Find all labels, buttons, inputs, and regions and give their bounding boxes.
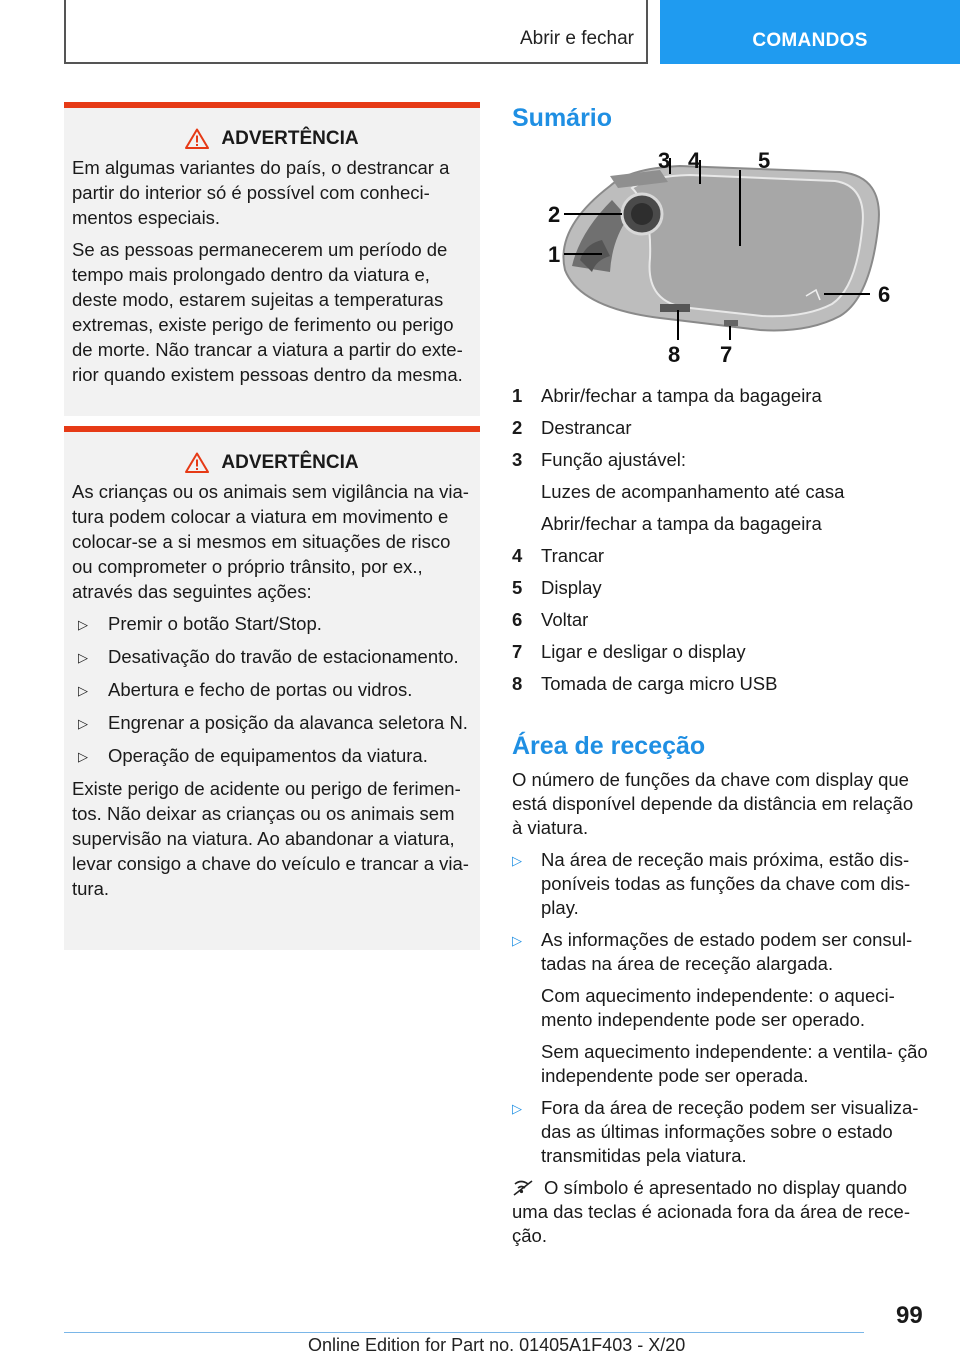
callout-number: 3 (658, 148, 671, 173)
legend-item (512, 380, 932, 412)
header-section-title: Abrir e fechar (519, 28, 634, 49)
legend-text: Destrancar (541, 417, 632, 438)
triangle-bullet-icon: ▷ (78, 617, 88, 632)
reception-intro: O número de funções da chave com display que está disponível depende da distância em relação à viatura. (512, 769, 914, 838)
list-item (78, 710, 472, 736)
triangle-bullet-icon: ▷ (512, 933, 522, 948)
triangle-bullet-icon: ▷ (78, 650, 88, 665)
header-section-box (64, 0, 648, 64)
list-subitem-text: Sem aquecimento independente: a ventila- ção independente pode ser operada. (541, 1041, 928, 1086)
legend-subitem: Luzes de acompanhamento até casa (541, 481, 845, 502)
warning-paragraph: Em algumas variantes do país, o destrancar a partir do interior só é possível com conheci- mentos especiais. (72, 157, 450, 228)
legend-number: 3 (512, 449, 523, 470)
legend-text: Tomada de carga micro USB (541, 673, 778, 694)
warning-title (72, 126, 472, 151)
list-item (512, 848, 928, 920)
warning-intro: As crianças ou os animais sem vigilância na via- tura podem colocar a viatura em movimento e colocar-se a si mesmos em situações de risco ou comprometer o próprio trânsito, por ex., através das seguintes ações: (72, 481, 469, 602)
legend-item (512, 540, 932, 572)
callout-number: 2 (548, 202, 561, 227)
legend-subitem: Abrir/fechar a tampa da bagageira (541, 513, 822, 534)
callout-number: 8 (668, 342, 681, 367)
callout-number: 5 (758, 148, 771, 173)
list-item-text: Na área de receção mais próxima, estão dis- poníveis todas as funções da chave com dis- play. (541, 849, 911, 918)
legend-text: Display (541, 577, 602, 598)
legend-text: Ligar e desligar o display (541, 641, 746, 662)
no-signal-icon (512, 1180, 538, 1196)
legend-number: 4 (512, 545, 523, 566)
symbol-note (512, 1176, 928, 1248)
warning-box-2 (64, 426, 480, 950)
list-item-text: Abertura e fecho de portas ou vidros. (108, 679, 413, 700)
legend-number: 1 (512, 385, 523, 406)
list-subitem-text: Com aquecimento independente: o aqueci- mento independente pode ser operado. (541, 985, 895, 1030)
list-item (78, 611, 472, 637)
legend-number: 8 (512, 673, 523, 694)
list-item-text: As informações de estado podem ser consul- tadas na área de receção alargada. (541, 929, 913, 974)
key-illustration (540, 148, 900, 370)
list-item-text: Premir o botão Start/Stop. (108, 613, 322, 634)
header-chapter-tab (660, 0, 960, 64)
list-item-text: Fora da área de receção podem ser visualiza- das as últimas informações sobre o estado transmitidas pela viatura. (541, 1097, 919, 1166)
triangle-bullet-icon: ▷ (78, 749, 88, 764)
list-item (78, 743, 472, 769)
list-item (78, 677, 472, 703)
warning-title-text: ADVERTÊNCIA (221, 452, 359, 473)
warning-box-1 (64, 102, 480, 416)
warning-triangle-icon (185, 128, 209, 149)
legend-number: 5 (512, 577, 523, 598)
symbol-note-text: O símbolo é apresentado no display quando uma das teclas é acionada fora da área de rece- ção. (512, 1177, 910, 1246)
warning-title (72, 450, 472, 475)
legend-text: Função ajustável: (541, 449, 687, 470)
list-item (512, 928, 928, 1088)
list-item-text: Desativação do travão de estacionamento. (108, 646, 459, 667)
footer-edition: Online Edition for Part no. 01405A1F403 - X/20 (308, 1335, 686, 1355)
warning-outro: Existe perigo de acidente ou perigo de ferimen- tos. Não deixar as crianças ou os animais sem supervisão na viatura. Ao abandonar a viatura, levar consigo a chave do veículo e trancar a via- tura. (72, 778, 469, 899)
page-number: 99 (896, 1302, 923, 1329)
warning-triangle-icon (185, 452, 209, 473)
callout-number: 7 (720, 342, 733, 367)
legend-number: 2 (512, 417, 523, 438)
list-item-text: Engrenar a posição da alavanca seletora N. (108, 712, 468, 733)
legend-item (512, 412, 932, 444)
legend-text: Abrir/fechar a tampa da bagageira (541, 385, 822, 406)
legend-item (512, 636, 932, 668)
reception-body (512, 768, 928, 1256)
legend-text: Voltar (541, 609, 589, 630)
legend-item (512, 668, 932, 700)
legend-text: Trancar (541, 545, 605, 566)
legend-item (512, 572, 932, 604)
list-item (512, 1096, 928, 1168)
warning-paragraph: Se as pessoas permanecerem um período de tempo mais prolongado dentro da viatura e, deste modo, estarem sujeitas a temperaturas extremas, existe perigo de ferimento ou perigo de morte. Não trancar a viatura a partir do exte- rior quando existem pessoas dentro da mesma. (72, 239, 463, 385)
legend-item (512, 604, 932, 636)
legend-number: 7 (512, 641, 523, 662)
callout-number: 4 (688, 148, 701, 173)
header-chapter-title: COMANDOS (752, 30, 868, 51)
legend-number: 6 (512, 609, 523, 630)
legend-list (512, 380, 932, 700)
triangle-bullet-icon: ▷ (78, 716, 88, 731)
footer-divider (64, 1332, 864, 1333)
callout-number: 6 (878, 282, 891, 307)
warning-title-text: ADVERTÊNCIA (221, 128, 359, 149)
list-item (78, 644, 472, 670)
triangle-bullet-icon: ▷ (512, 853, 522, 868)
callout-number: 1 (548, 242, 561, 267)
triangle-bullet-icon: ▷ (512, 1101, 522, 1116)
legend-item (512, 444, 932, 476)
triangle-bullet-icon: ▷ (78, 683, 88, 698)
reception-title: Área de receção (512, 732, 706, 760)
summary-title: Sumário (512, 104, 613, 132)
list-item-text: Operação de equipamentos da viatura. (108, 745, 428, 766)
